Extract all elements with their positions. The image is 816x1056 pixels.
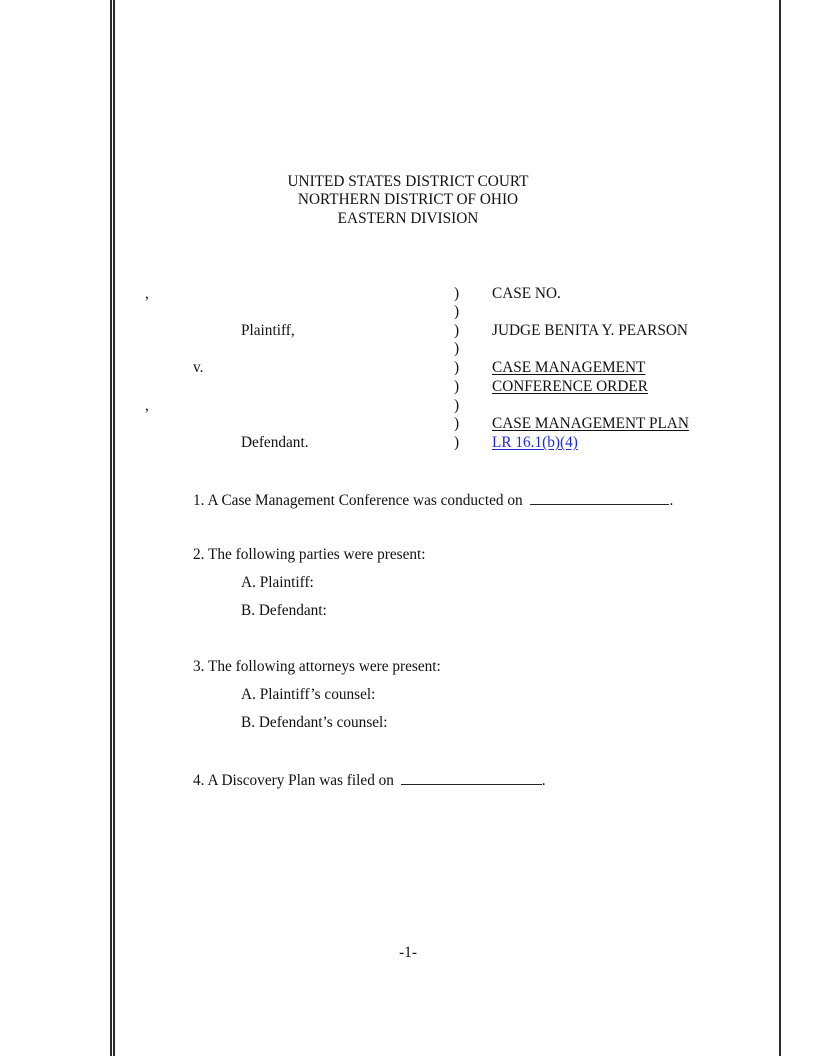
item-4 bbox=[193, 770, 546, 790]
court-name: UNITED STATES DISTRICT COURT bbox=[287, 173, 529, 190]
item-1-text: 1. A Case Management Conference was conducted on bbox=[193, 492, 523, 509]
paren: ) bbox=[454, 378, 460, 395]
plan-title: CASE MANAGEMENT PLAN bbox=[492, 415, 689, 432]
paren: ) bbox=[454, 415, 460, 432]
order-title-line2: CONFERENCE ORDER bbox=[492, 378, 648, 395]
paren: ) bbox=[454, 285, 460, 302]
left-margin-rule-outer bbox=[110, 0, 112, 1056]
item-3a-plaintiff-counsel: A. Plaintiff’s counsel: bbox=[241, 686, 376, 703]
order-title-line1: CASE MANAGEMENT bbox=[492, 359, 646, 376]
item-2b-defendant: B. Defendant: bbox=[241, 602, 327, 619]
item-2: 2. The following parties were present: bbox=[193, 546, 426, 563]
item-4-text: 4. A Discovery Plan was filed on bbox=[193, 772, 394, 789]
right-margin-rule bbox=[779, 0, 781, 1056]
page-number: -1- bbox=[399, 944, 417, 961]
plaintiff-name: , bbox=[145, 285, 149, 302]
local-rule-link[interactable]: LR 16.1(b)(4) bbox=[492, 434, 578, 451]
judge-name: JUDGE BENITA Y. PEARSON bbox=[492, 322, 688, 339]
plaintiff-label: Plaintiff, bbox=[241, 322, 295, 339]
paren: ) bbox=[454, 434, 460, 451]
item-1 bbox=[193, 490, 673, 510]
district-name: NORTHERN DISTRICT OF OHIO bbox=[297, 191, 519, 208]
item-2a-plaintiff: A. Plaintiff: bbox=[241, 574, 314, 591]
item-3: 3. The following attorneys were present: bbox=[193, 658, 441, 675]
paren: ) bbox=[454, 340, 460, 357]
defendant-label: Defendant. bbox=[241, 434, 309, 451]
division-name: EASTERN DIVISION bbox=[337, 210, 479, 227]
case-number-label: CASE NO. bbox=[492, 285, 561, 302]
conference-date-blank[interactable] bbox=[530, 490, 669, 505]
paren: ) bbox=[454, 303, 460, 320]
item-1-end: . bbox=[669, 492, 674, 509]
paren: ) bbox=[454, 359, 460, 376]
defendant-name: , bbox=[145, 397, 149, 414]
item-3b-defendant-counsel: B. Defendant’s counsel: bbox=[241, 714, 388, 731]
item-4-end: . bbox=[541, 772, 546, 789]
discovery-plan-date-blank[interactable] bbox=[401, 770, 542, 785]
paren: ) bbox=[454, 322, 460, 339]
versus-label: v. bbox=[193, 359, 204, 376]
left-margin-rule-inner bbox=[113, 0, 115, 1056]
paren: ) bbox=[454, 397, 460, 414]
